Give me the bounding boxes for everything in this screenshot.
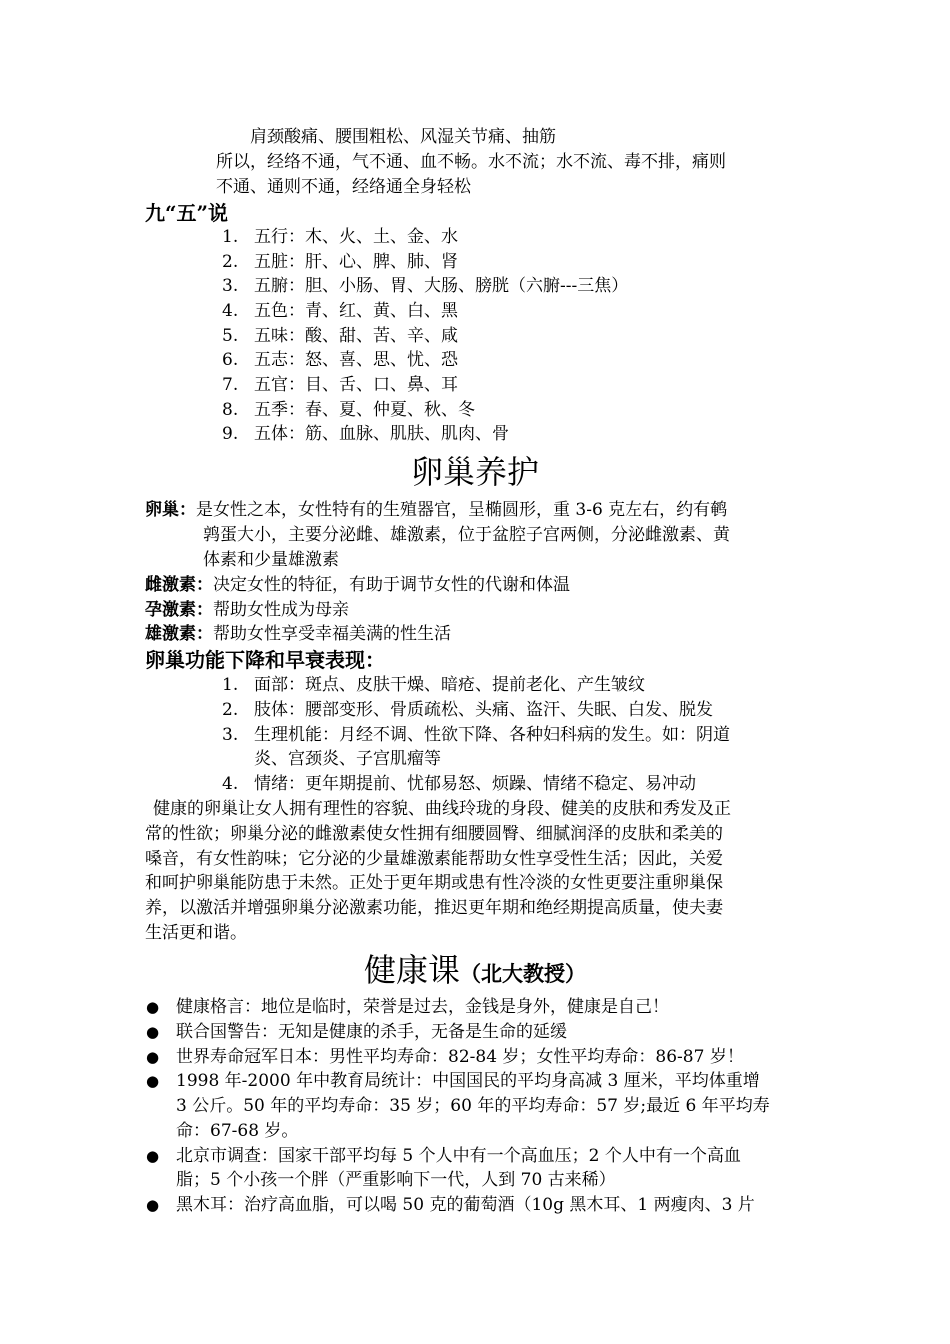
list-item: 3. 五腑：胆、小肠、胃、大肠、膀胱（六腑---三焦） — [222, 276, 629, 296]
list-item-continued: 炎、宫颈炎、子宫肌瘤等 — [254, 749, 441, 769]
list-item: 5. 五味：酸、甜、苦、辛、咸 — [222, 326, 458, 346]
list-item: 4. 五色：青、红、黄、白、黑 — [222, 301, 458, 321]
list-item: 黑木耳：治疗高血脂，可以喝 50 克的葡萄酒（10g 黑木耳、1 两瘦肉、3 片 — [176, 1195, 755, 1215]
list-item: 3. 生理机能：月经不调、性欲下降、各种妇科病的发生。如：阴道 — [222, 725, 730, 745]
ovary-definition: 卵巢：是女性之本，女性特有的生殖器官，呈椭圆形，重 3-6 克左右，约有鹌 — [145, 500, 728, 520]
list-item: 2. 五脏：肝、心、脾、肺、肾 — [222, 252, 458, 272]
ovary-title: 卵巢养护 — [410, 453, 539, 491]
bullet-icon: ● — [146, 1023, 160, 1041]
ovary-definition-line-3: 体素和少量雄激素 — [203, 550, 339, 570]
bullet-icon: ● — [146, 1147, 160, 1165]
list-item-continued: 脂；5 个小孩一个胖（严重影响下一代，人到 70 古来稀） — [176, 1170, 616, 1190]
bullet-icon: ● — [146, 1072, 160, 1090]
list-item: 北京市调查：国家干部平均每 5 个人中有一个高血压；2 个人中有一个高血 — [176, 1146, 741, 1166]
decline-heading: 卵巢功能下降和早衰表现： — [145, 648, 385, 672]
bullet-icon: ● — [146, 1196, 160, 1214]
list-item: 健康格言：地位是临时，荣誉是过去，金钱是身外，健康是自己！ — [176, 997, 669, 1017]
list-item: 2. 肢体：腰部变形、骨质疏松、头痛、盗汗、失眠、白发、脱发 — [222, 700, 713, 720]
list-item: 1. 面部：斑点、皮肤干燥、暗疮、提前老化、产生皱纹 — [222, 675, 645, 695]
list-item: 7. 五官：目、舌、口、鼻、耳 — [222, 375, 458, 395]
progesterone-line: 孕激素：帮助女性成为母亲 — [145, 600, 349, 620]
ovary-definition-line-2: 鹑蛋大小，主要分泌雌、雄激素，位于盆腔子宫两侧，分泌雌激素、黄 — [203, 525, 730, 545]
five-heading: 九“五”说 — [145, 201, 229, 225]
list-item: 1998 年-2000 年中教育局统计：中国国民的平均身高减 3 厘米，平均体重增 — [176, 1071, 760, 1091]
document-page: 肩颈酸痛、腰围粗松、风湿关节痛、抽筋 所以，经络不通，气不通、血不畅。水不流；水不流、毒不排，痛则 不通、通则不通，经络通全身轻松 九“五”说 1. 五行：木、火、土、金、水 2. 五脏：肝、心、脾、肺、肾 3. 五腑：胆、小肠、胃、大肠、膀胱（六腑---三焦） 4. 五色：青、红、黄、白、黑 5. 五味：酸、甜、苦、辛、咸 6. 五志：怒、喜、思、忧、恐 7. 五官：目、舌、口、鼻、耳 8. 五季：春、夏、仲夏、秋、冬 9. 五体：筋、血脉、肌肤、肌肉、骨 卵巢养护 卵巢：是女性之本，女性特有的生殖器官，呈椭圆形，重 3-6 克左右，约有鹌 鹑蛋大小，主要分泌雌、雄激素，位于盆腔子宫两侧，分泌雌激素、黄 体素和少量雄激素 雌激素：决定女性的特征，有助于调节女性的代谢和体温 孕激素：帮助女性成为母亲 雄激素：帮助女性享受幸福美满的性生活 卵巢功能下降和早衰表现： 1. 面部：斑点、皮肤干燥、暗疮、提前老化、产生皱纹 2. 肢体：腰部变形、骨质疏松、头痛、盗汗、失眠、白发、脱发 3. 生理机能：月经不调、性欲下降、各种妇科病的发生。如：阴道 炎、宫颈炎、子宫肌瘤等 4. 情绪：更年期提前、忧郁易怒、烦躁、情绪不稳定、易冲动 健康的卵巢让女人拥有理性的容貌、曲线玲珑的身段、健美的皮肤和秀发及正 常的性欲；卵巢分泌的雌激素使女性拥有细腰圆臀、细腻润泽的皮肤和柔美的 嗓音，有女性韵味；它分泌的少量雄激素能帮助女性享受性生活；因此，关爱 和呵护卵巢能防患于未然。正处于更年期或患有性冷淡的女性更要注重卵巢保 养，以激活并增强卵巢分泌激素功能，推迟更年期和绝经期提高质量，使夫妻 生活更和谐。 健康课（北大教授） ● 健康格言：地位是临时，荣誉是过去，金钱是身外，健康是自己！ ● 联合国警告：无知是健康的杀手，无备是生命的延缓 ● 世界寿命冠军日本：男性平均寿命：82-84 岁；女性平均寿命：86-87 岁！ ● 1998 年-2000 年中教育局统计：中国国民的平均身高减 3 厘米，平均体重增 3 公斤。50 年的平均寿命：35 岁；60 年的平均寿命：57 岁;最近 6 年平均寿 命：67-68 岁。 ● 北京市调查：国家干部平均每 5 个人中有一个高血压；2 个人中有一个高血 脂；5 个小孩一个胖（严重影响下一代，人到 70 古来稀） ● 黑木耳：治疗高血脂，可以喝 50 克的葡萄酒（10g 黑木耳、1 两瘦肉、3 片 — [0, 0, 950, 1344]
list-item: 9. 五体：筋、血脉、肌肤、肌肉、骨 — [222, 424, 509, 444]
intro-line-1: 肩颈酸痛、腰围粗松、风湿关节痛、抽筋 — [250, 127, 556, 147]
list-item: 6. 五志：怒、喜、思、忧、恐 — [222, 350, 458, 370]
list-item: 8. 五季：春、夏、仲夏、秋、冬 — [222, 400, 475, 420]
list-item-continued: 3 公斤。50 年的平均寿命：35 岁；60 年的平均寿命：57 岁;最近 6 年平均寿 — [176, 1096, 770, 1116]
list-item: 世界寿命冠军日本：男性平均寿命：82-84 岁；女性平均寿命：86-87 岁！ — [176, 1047, 744, 1067]
ovary-label: 卵巢： — [145, 500, 196, 520]
list-item: 4. 情绪：更年期提前、忧郁易怒、烦躁、情绪不稳定、易冲动 — [222, 774, 696, 794]
bullet-icon: ● — [146, 998, 160, 1016]
list-item: 1. 五行：木、火、土、金、水 — [222, 227, 458, 247]
list-item-continued: 命：67-68 岁。 — [176, 1121, 299, 1141]
bullet-icon: ● — [146, 1048, 160, 1066]
health-subtitle: （北大教授） — [460, 961, 586, 986]
health-title: 健康课（北大教授） — [363, 951, 586, 989]
intro-line-2: 所以，经络不通，气不通、血不畅。水不流；水不流、毒不排，痛则 — [216, 152, 726, 172]
estrogen-line: 雌激素：决定女性的特征，有助于调节女性的代谢和体温 — [145, 575, 570, 595]
intro-line-3: 不通、通则不通，经络通全身轻松 — [216, 177, 471, 197]
androgen-line: 雄激素：帮助女性享受幸福美满的性生活 — [145, 624, 451, 644]
list-item: 联合国警告：无知是健康的杀手，无备是生命的延缓 — [176, 1022, 567, 1042]
